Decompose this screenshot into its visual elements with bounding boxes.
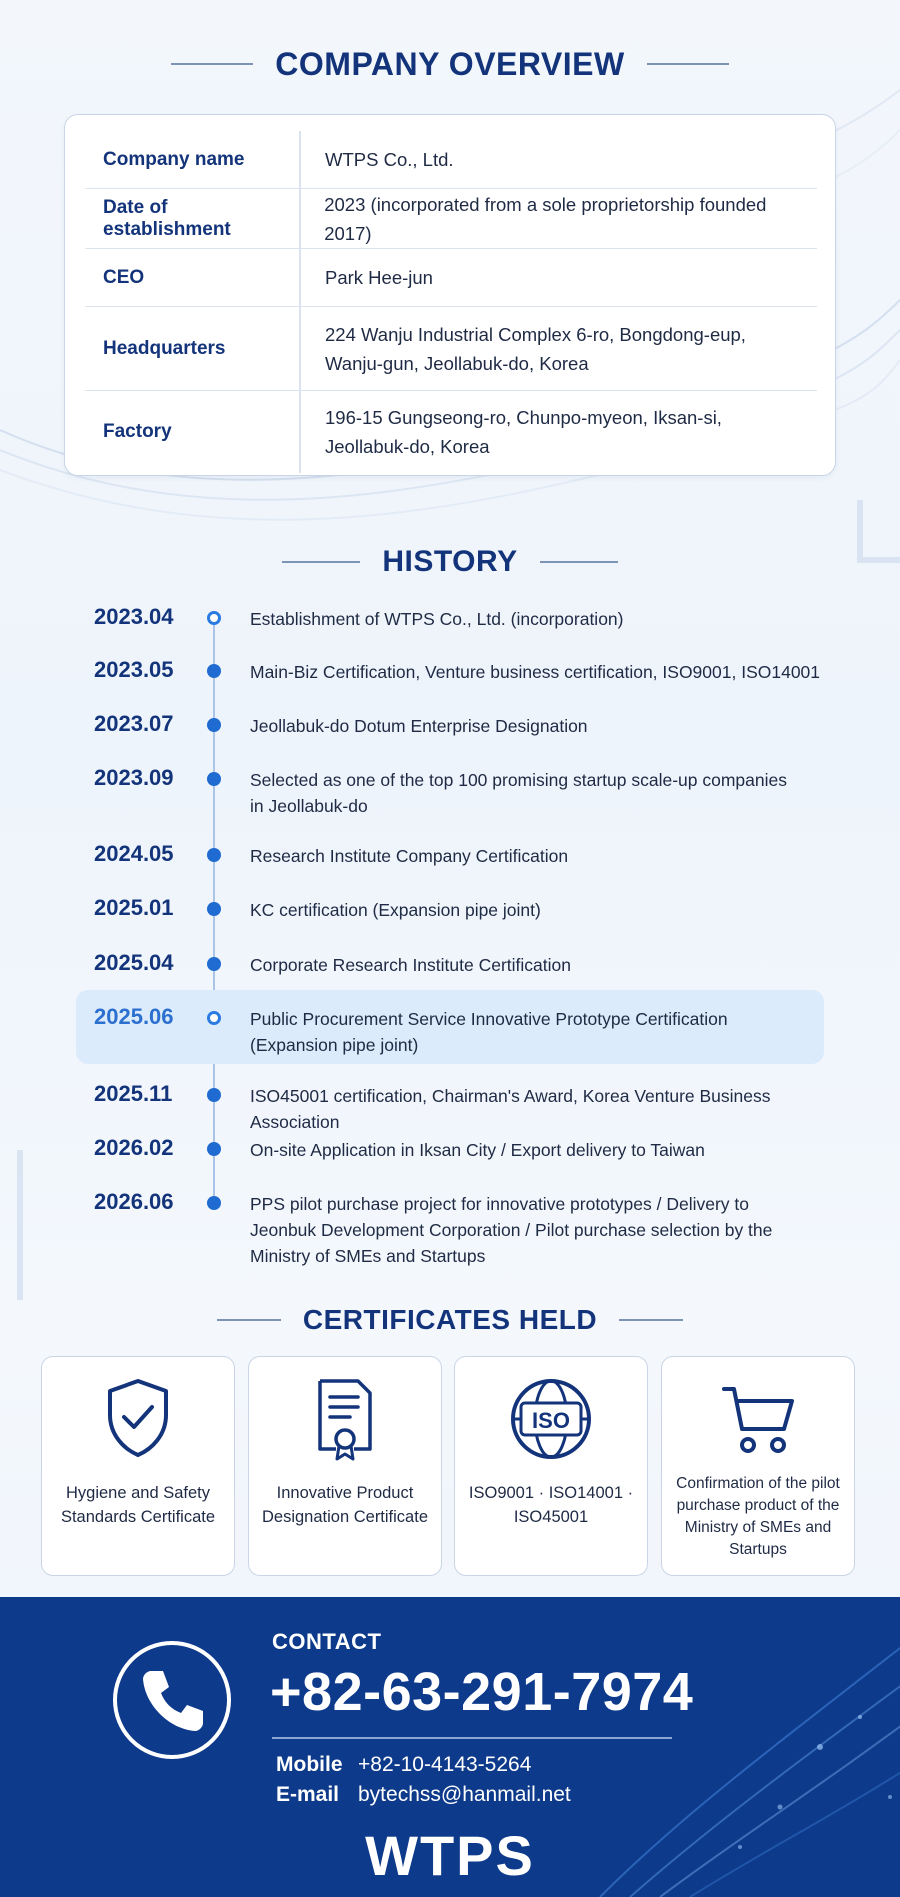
overview-label: Company name: [103, 148, 245, 170]
contact-phone-number: +82-63-291-7974: [270, 1662, 694, 1722]
history-date: 2024.05: [94, 841, 174, 866]
contact-footer: [0, 1597, 900, 1897]
history-text: Public Procurement Service Innovative Prototype Certification (Expansion pipe joint): [250, 1009, 728, 1055]
history-date: 2025.04: [94, 950, 174, 975]
certificate-card: [248, 1356, 442, 1576]
overview-heading: [0, 44, 900, 84]
history-text: Establishment of WTPS Co., Ltd. (incorporation): [250, 609, 624, 629]
phone-icon: [113, 1641, 231, 1759]
heading-rule-right: [647, 63, 729, 65]
overview-value: 196-15 Gungseong-ro, Chunpo-myeon, Iksan-si, Jeollabuk-do, Korea: [325, 407, 722, 457]
overview-value: 224 Wanju Industrial Complex 6-ro, Bongdong-eup, Wanju-gun, Jeollabuk-do, Korea: [325, 323, 746, 374]
timeline-dot: [207, 957, 221, 971]
timeline-dot: [207, 1011, 221, 1025]
timeline-dot: [207, 611, 221, 625]
history-date: 2025.06: [94, 1004, 174, 1029]
timeline-dot: [207, 848, 221, 862]
history-text: Main-Biz Certification, Venture business certification, ISO9001, ISO14001: [250, 662, 821, 682]
certificate-label: Innovative Product Designation Certificate: [262, 1484, 428, 1526]
history-date: 2023.05: [94, 657, 174, 682]
history-text: ISO45001 certification, Chairman's Award, Korea Venture Business Association: [250, 1086, 771, 1132]
heading-rule-right: [619, 1319, 683, 1321]
email-row: [276, 1783, 571, 1807]
history-text: PPS pilot purchase project for innovative prototypes / Delivery to Jeonbuk Development Corporation / Pilot purchase selection by the Ministry of SMEs and Startups: [250, 1194, 773, 1266]
overview-column-divider: [299, 307, 301, 390]
iso-icon-text: ISO: [532, 1408, 570, 1433]
history-text: On-site Application in Iksan City / Export delivery to Taiwan: [250, 1140, 705, 1160]
iso-globe-icon: [509, 1377, 593, 1461]
overview-row: [85, 131, 817, 189]
timeline-dot: [207, 902, 221, 916]
timeline-dot: [207, 1196, 221, 1210]
timeline-dot: [207, 718, 221, 732]
overview-value: 2023 (incorporated from a sole proprietorship founded 2017): [324, 193, 767, 244]
contact-label: CONTACT: [272, 1629, 382, 1654]
history-text: Selected as one of the top 100 promising startup scale-up companies in Jeollabuk-do: [250, 770, 787, 816]
overview-row: [85, 189, 817, 249]
overview-label: Date of establishment: [103, 196, 231, 240]
timeline-dot: [207, 664, 221, 678]
shopping-cart-icon: [720, 1383, 796, 1457]
certificate-card: [41, 1356, 235, 1576]
mobile-label: Mobile: [276, 1753, 343, 1776]
history-text: Research Institute Company Certification: [250, 846, 569, 866]
heading-rule-left: [217, 1319, 281, 1321]
history-date: 2025.11: [94, 1081, 173, 1106]
heading-rule-left: [282, 561, 360, 563]
overview-row: [85, 249, 817, 307]
history-date: 2023.07: [94, 711, 174, 736]
timeline-dot: [207, 772, 221, 786]
overview-label: CEO: [103, 266, 145, 288]
certificate-card: [661, 1356, 855, 1576]
overview-column-divider: [299, 189, 301, 248]
overview-row: [85, 391, 817, 473]
history-date: 2023.09: [94, 765, 174, 790]
history-date: 2026.06: [94, 1189, 174, 1214]
email-address: bytechss@hanmail.net: [358, 1783, 571, 1806]
certificates-heading: [0, 1300, 900, 1340]
mobile-number: +82-10-4143-5264: [358, 1753, 532, 1776]
brand-logo-text: WTPS: [365, 1824, 535, 1887]
overview-column-divider: [299, 131, 301, 188]
history-text: KC certification (Expansion pipe joint): [250, 900, 541, 920]
history-text: Jeollabuk-do Dotum Enterprise Designation: [250, 716, 588, 736]
company-overview-table: [64, 114, 836, 476]
email-label: E-mail: [276, 1783, 340, 1806]
mobile-row: [276, 1753, 531, 1777]
overview-column-divider: [299, 249, 301, 306]
history-date: 2026.02: [94, 1135, 174, 1160]
certificate-label: ISO9001 · ISO14001 · ISO45001: [468, 1484, 634, 1526]
contact-divider: [272, 1737, 672, 1739]
timeline-dot: [207, 1088, 221, 1102]
heading-rule-right: [540, 561, 618, 563]
certificates-title: CERTIFICATES HELD: [302, 1304, 598, 1335]
overview-row: [85, 307, 817, 391]
history-date: 2025.01: [94, 895, 174, 920]
certificate-document-icon: [314, 1377, 376, 1461]
overview-label: Factory: [103, 421, 172, 442]
history-heading: [0, 542, 900, 582]
overview-title: COMPANY OVERVIEW: [275, 45, 625, 82]
overview-label: Headquarters: [103, 337, 226, 359]
certificate-label: Confirmation of the pilot purchase product of the Ministry of SMEs and Startups: [676, 1475, 840, 1558]
timeline-dot: [207, 1142, 221, 1156]
overview-value: WTPS Co., Ltd.: [325, 149, 454, 170]
overview-column-divider: [299, 391, 301, 473]
certificate-label: Hygiene and Safety Standards Certificate: [60, 1484, 216, 1526]
overview-value: Park Hee-jun: [325, 267, 433, 288]
shield-check-icon: [102, 1377, 174, 1459]
heading-rule-left: [171, 63, 253, 65]
history-title: HISTORY: [382, 545, 518, 578]
history-date: 2023.04: [94, 604, 174, 629]
history-text: Corporate Research Institute Certification: [250, 955, 571, 975]
certificate-card: [454, 1356, 648, 1576]
